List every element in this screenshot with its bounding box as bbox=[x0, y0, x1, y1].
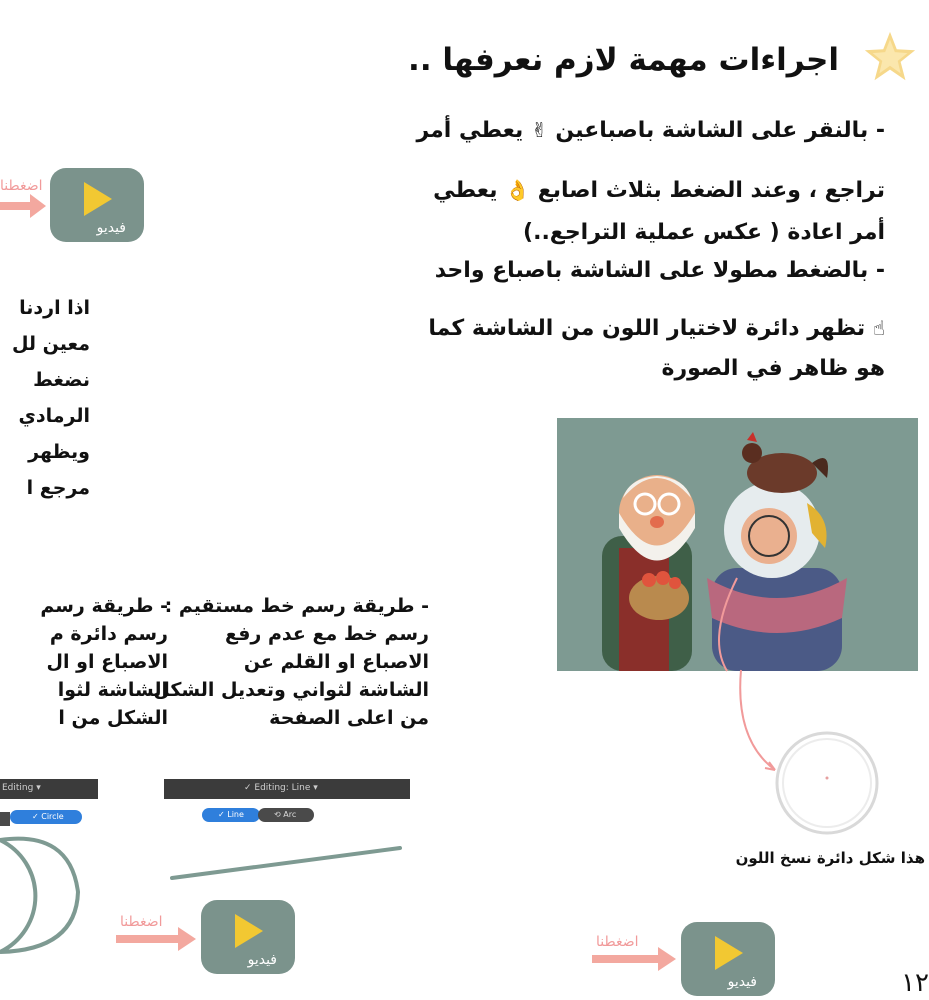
arrow-right-icon bbox=[116, 924, 198, 954]
play-icon bbox=[84, 182, 112, 216]
video-arrow-label-3: اضغطنا bbox=[596, 934, 639, 950]
video-button-3[interactable] bbox=[681, 922, 775, 996]
instruction-line-5: ☝ تظهر دائرة لاختيار اللون من الشاشة كما bbox=[428, 316, 885, 341]
side-text: اذا اردنا معين لل نضغط الرمادي ويظهر مرجع ا bbox=[11, 297, 90, 499]
video-arrow-label: اضغطنا bbox=[0, 178, 43, 194]
line-method-text: - طريقة رسم خط مستقيم : رسم خط مع عدم رفع الاصباع او القلم عن الشاشة لثواني وتعديل الشكل من اعلى الصفحة bbox=[153, 595, 429, 729]
play-icon bbox=[235, 914, 263, 948]
circle-toolbar-segment bbox=[0, 812, 10, 826]
page-number: ١٢ bbox=[901, 968, 929, 998]
instruction-line-6: هو ظاهر في الصورة bbox=[661, 356, 885, 381]
circle-method-text: - طريقة رسم رسم دائرة م الاصباع او ال الشاشة لثوا الشكل من ا bbox=[40, 595, 168, 729]
elderly-couple-illustration bbox=[557, 418, 918, 671]
color-picker-caption: هذا شكل دائرة نسخ اللون bbox=[735, 849, 925, 867]
color-picker-circle-icon bbox=[772, 728, 882, 838]
circle-editing-toolbar: Editing ▾ bbox=[0, 779, 98, 799]
arc-shape-button[interactable]: ⟲ Arc bbox=[258, 808, 314, 822]
instruction-line-1: - بالنقر على الشاشة باصباعين ✌ يعطي أمر bbox=[416, 118, 885, 143]
arrow-right-icon bbox=[0, 190, 48, 222]
video-button-2[interactable] bbox=[201, 900, 295, 974]
video-button[interactable] bbox=[50, 168, 144, 242]
line-editing-toolbar: ✓ Editing: Line ▾ bbox=[164, 779, 410, 799]
arrow-right-icon bbox=[592, 944, 678, 974]
star-icon bbox=[861, 28, 919, 86]
instruction-line-2: تراجع ، وعند الضغط بثلاث اصابع 👌 يعطي bbox=[433, 178, 885, 203]
play-icon bbox=[715, 936, 743, 970]
circle-shape-button[interactable]: ✓ Circle bbox=[10, 810, 82, 824]
video-button-label: فيديو bbox=[96, 220, 126, 236]
line-shape-button[interactable]: ✓ Line bbox=[202, 808, 260, 822]
victory-hand-icon: ✌ bbox=[530, 118, 548, 142]
pointing-finger-icon: ☝ bbox=[872, 316, 885, 340]
instruction-line-3: أمر اعادة ( عكس عملية التراجع..) bbox=[523, 220, 885, 245]
ok-hand-icon: 👌 bbox=[505, 178, 531, 202]
video-button-label-2: فيديو bbox=[247, 952, 277, 968]
page-title: اجراءات مهمة لازم نعرفها .. bbox=[408, 42, 839, 78]
video-button-label-3: فيديو bbox=[727, 974, 757, 990]
instruction-line-4: - بالضغط مطولا على الشاشة باصباع واحد bbox=[434, 258, 885, 283]
video-arrow-label-2: اضغطنا bbox=[120, 914, 163, 930]
circle-sample bbox=[0, 832, 84, 960]
straight-line-sample bbox=[168, 840, 404, 885]
